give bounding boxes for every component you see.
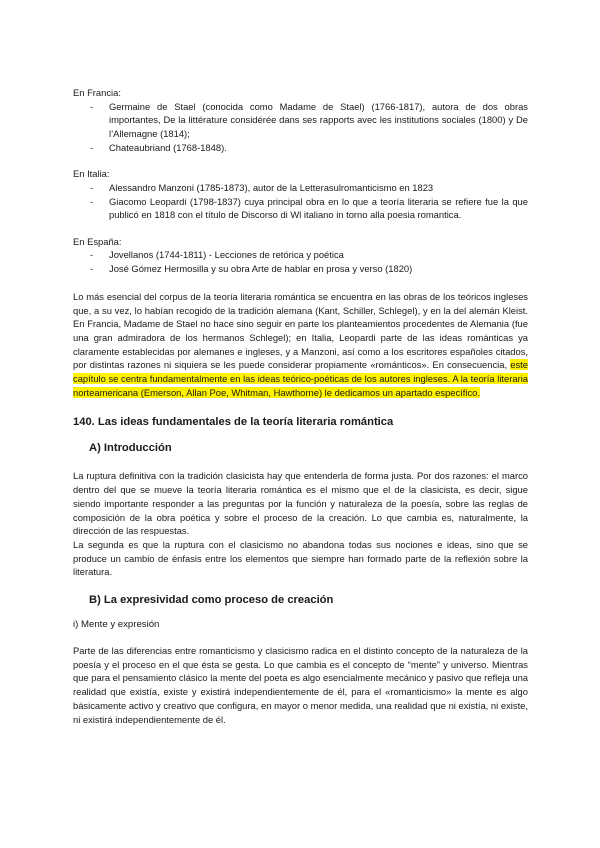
list-item: - José Gómez Hermosilla y su obra Arte de hablar en prosa y verso (1820): [90, 263, 413, 275]
bullet-dash: -: [90, 249, 94, 261]
bullet-dash: -: [90, 141, 94, 153]
list-item: - Giacomo Leopardi (1798-1837) cuya principal obra en lo que a teoría literaria se refiere fue la que publicó en 1818 con el título de Discorso di Wl italiano in torno alla poesia romantica.: [90, 195, 528, 221]
subsection-a-title: A) Introducción: [89, 442, 172, 455]
list-item: - Chateaubriand (1768-1848).: [90, 141, 227, 153]
paragraph-b1: Parte de las diferencias entre romanticismo y clasicismo radica en el distinto concepto de la naturaleza de la poesía y el proceso en el que ésta se gesta. Lo que cambia es el concepto de “mente” y universo. Mientras que para el pensamiento clásico la mente del poeta es algo esencialmente mecánico y pasivo que refleja una realidad que existía, existe y existirá independientemente de él, para el «romanticismo» la mente es algo básicamente activo y creativo que configura, en mayor o menor medida, una realidad que ni existía, ni existe, ni existirá independientemente de él.: [73, 645, 528, 725]
section-140-title: 140. Las ideas fundamentales de la teoría literaria romántica: [73, 416, 394, 429]
bullet-dash: -: [90, 263, 94, 275]
list-item: - Germaine de Stael (conocida como Madame de Stael) (1766-1817), autora de dos obras importantes, De la littérature considérée dans ses rapports avec les institutions sociales (1800) y De l’Allemagne (1814);: [90, 100, 528, 139]
list-espana: [73, 248, 528, 275]
list-francia: [73, 100, 528, 155]
subsection-b-title: B) La expresividad como proceso de creación: [89, 594, 334, 607]
subsubsection-title: i) Mente y expresión: [73, 619, 160, 631]
paragraph-a2: La segunda es que la ruptura con el clasicismo no abandona todas sus nociones e ideas, sino que se produce un cambio de énfasis entre los elementos que siempre han formado parte de la reflexión sobre la literatura.: [73, 538, 528, 578]
list-item: - Jovellanos (1744-1811) - Lecciones de retórica y poética: [90, 249, 344, 261]
list-italia: [73, 181, 528, 222]
intro-paragraph: Lo más esencial del corpus de la teoría literaria romántica se encuentra en las obras de los teóricos ingleses que, a su vez, lo habían recogido de la tradición alemana (Kant, Schiller, Schlegel), y en la del alemán Kleist. En Francia, Madame de Stael no hace sino seguir en parte los planteamientos procedentes de Alemania (fue una gran admiradora de los hermanos Schlegel); en Italia, Leopardi parte de las ideas románticas ya claramente establecidas por alemanes e ingleses, y a Manzoni, así como a los escritores españoles citados, por distintas razones ni siquiera se les puede considerar propiamente «románticos». En consecuencia, este capítulo se centra fundamentalmente en las ideas teórico-poéticas de los autores ingleses. A la teoría literaria norteamericana (Emerson, Allan Poe, Whitman, Hawthorne) le dedicamos un apartado específico.: [73, 290, 528, 398]
bullet-dash: -: [90, 100, 94, 112]
highlighted-text: este capítulo se centra fundamentalmente en las ideas teórico-poéticas de los autores ingleses. A la teoría literaria norteamericana (Emerson, Allan Poe, Whitman, Hawthorne) le dedicamos un apartado específico.: [73, 359, 528, 398]
document-page: [73, 86, 528, 726]
bullet-dash: -: [90, 195, 94, 207]
list-item: - Alessandro Manzoni (1785-1873), autor de la Letterasulromanticismo en 1823: [90, 181, 434, 193]
heading-italia: En Italia:: [73, 168, 110, 180]
bullet-dash: -: [90, 181, 94, 193]
paragraph-a1: La ruptura definitiva con la tradición clasicista hay que entenderla de forma justa. Por dos razones: el marco dentro del que se mueve la teoría literaria romántica es el mismo que el de la clasicista, es decir, sigue siendo importante responder a las preguntas por la función y naturaleza de la poesía, sobre las reglas de composición de la obra poética y sobre el proceso de la creación. Lo que cambia es, naturalmente, la dirección de las respuestas.: [73, 470, 528, 537]
heading-francia: En Francia:: [73, 87, 121, 98]
heading-espana: En España:: [73, 235, 122, 247]
